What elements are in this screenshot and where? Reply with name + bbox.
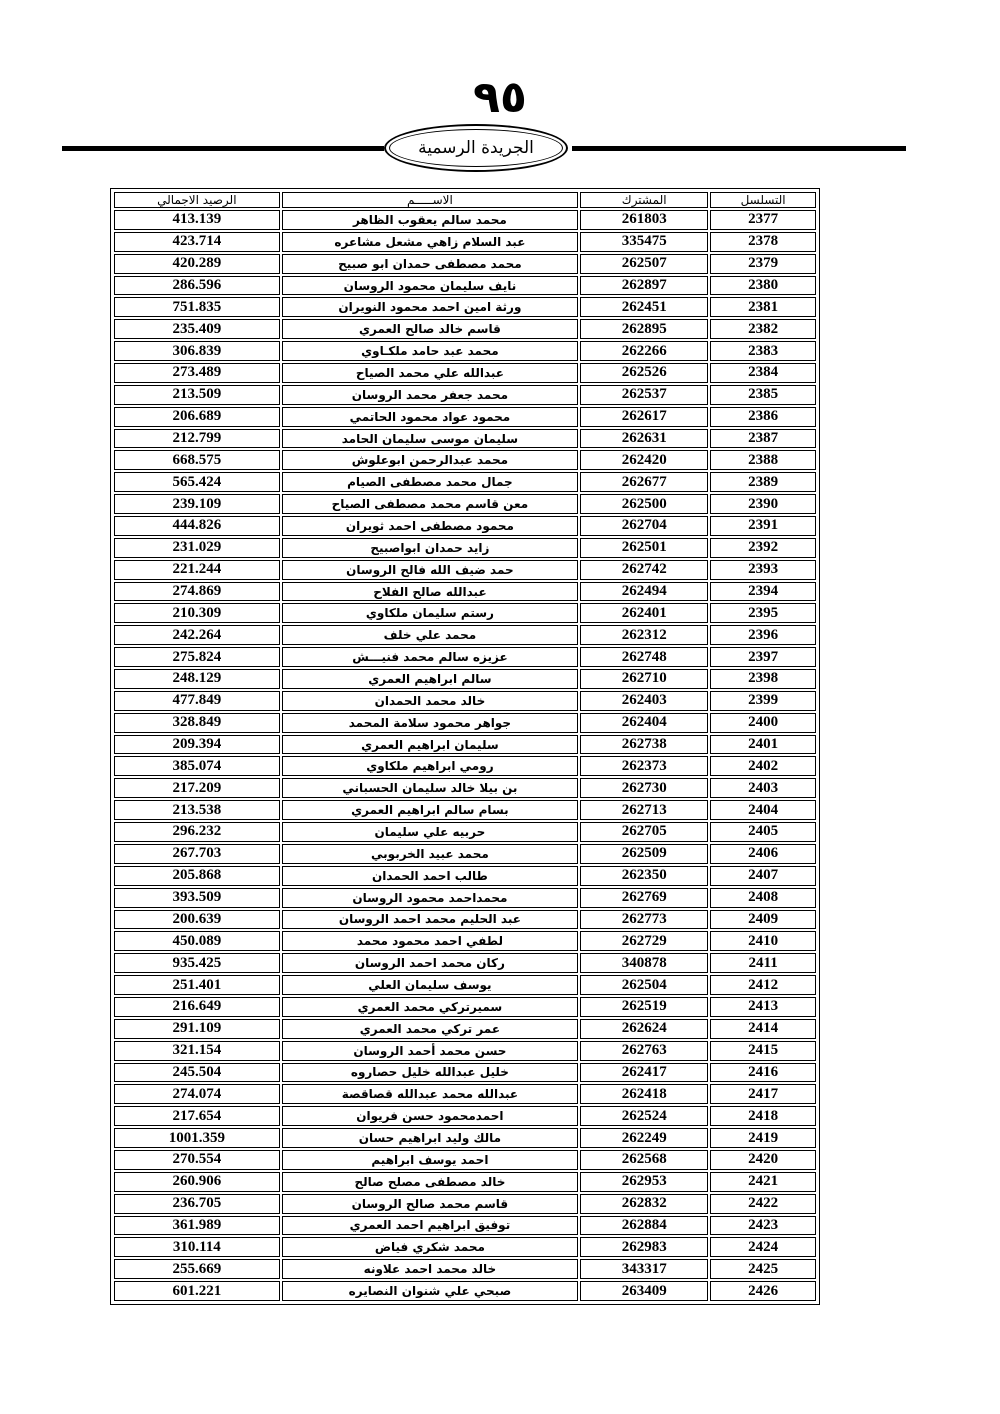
cell-subscriber: 262312 — [580, 625, 708, 645]
cell-name: محمد سالم يعقوب الظاهر — [282, 210, 578, 230]
table-row — [114, 1019, 816, 1039]
cell-balance: 217.654 — [114, 1106, 280, 1126]
table-row — [114, 341, 816, 361]
cell-subscriber: 262884 — [580, 1216, 708, 1236]
cell-balance: 275.824 — [114, 647, 280, 667]
table-row — [114, 1063, 816, 1083]
cell-subscriber: 262617 — [580, 407, 708, 427]
cell-subscriber: 262631 — [580, 429, 708, 449]
table-row — [114, 1194, 816, 1214]
cell-serial: 2382 — [710, 319, 816, 339]
cell-balance: 444.826 — [114, 516, 280, 536]
cell-subscriber: 343317 — [580, 1259, 708, 1279]
table-row — [114, 232, 816, 252]
cell-subscriber: 262677 — [580, 472, 708, 492]
cell-balance: 248.129 — [114, 669, 280, 689]
cell-subscriber: 262249 — [580, 1128, 708, 1148]
cell-name: خالد محمد الحمدان — [282, 691, 578, 711]
header-serial: التسلسل — [710, 192, 816, 208]
cell-serial: 2387 — [710, 429, 816, 449]
cell-subscriber: 262418 — [580, 1084, 708, 1104]
cell-balance: 245.504 — [114, 1063, 280, 1083]
cell-subscriber: 262895 — [580, 319, 708, 339]
cell-balance: 200.639 — [114, 910, 280, 930]
cell-serial: 2390 — [710, 494, 816, 514]
table-row — [114, 756, 816, 776]
cell-balance: 296.232 — [114, 822, 280, 842]
cell-name: احمد يوسف ابراهيم — [282, 1150, 578, 1170]
table-row — [114, 1259, 816, 1279]
cell-subscriber: 262568 — [580, 1150, 708, 1170]
table-row — [114, 1281, 816, 1301]
table-row — [114, 603, 816, 623]
cell-balance: 286.596 — [114, 276, 280, 296]
cell-subscriber: 262494 — [580, 582, 708, 602]
cell-name: سالم ابراهيم العمري — [282, 669, 578, 689]
cell-balance: 242.264 — [114, 625, 280, 645]
cell-name: حربيه علي سليمان — [282, 822, 578, 842]
table-row — [114, 560, 816, 580]
cell-balance: 668.575 — [114, 450, 280, 470]
cell-subscriber: 262403 — [580, 691, 708, 711]
cell-name: معن قاسم محمد مصطفى الصياح — [282, 494, 578, 514]
cell-serial: 2420 — [710, 1150, 816, 1170]
cell-serial: 2392 — [710, 538, 816, 558]
cell-balance: 251.401 — [114, 975, 280, 995]
table-row — [114, 844, 816, 864]
cell-balance: 420.289 — [114, 254, 280, 274]
cell-serial: 2379 — [710, 254, 816, 274]
cell-subscriber: 262729 — [580, 931, 708, 951]
cell-subscriber: 262983 — [580, 1237, 708, 1257]
cell-balance: 206.689 — [114, 407, 280, 427]
cell-name: ركان محمد احمد الروسان — [282, 953, 578, 973]
table-row — [114, 538, 816, 558]
cell-serial: 2425 — [710, 1259, 816, 1279]
records-table-frame — [110, 188, 820, 1305]
cell-name: جمال محمد مصطفى الصيام — [282, 472, 578, 492]
cell-balance: 306.839 — [114, 341, 280, 361]
table-row — [114, 582, 816, 602]
header-rule-right — [572, 146, 906, 151]
table-row — [114, 1237, 816, 1257]
cell-serial: 2402 — [710, 756, 816, 776]
table-header-row — [114, 192, 816, 208]
cell-balance: 274.074 — [114, 1084, 280, 1104]
cell-name: رومي ابراهيم ملكاوي — [282, 756, 578, 776]
cell-name: لطفي احمد محمود محمد — [282, 931, 578, 951]
cell-subscriber: 262526 — [580, 363, 708, 383]
table-row — [114, 931, 816, 951]
cell-name: بسام سالم ابراهيم العمري — [282, 800, 578, 820]
cell-balance: 291.109 — [114, 1019, 280, 1039]
cell-name: جواهر محمود سلامة المحمد — [282, 713, 578, 733]
cell-name: زايد حمدان ابواصبيح — [282, 538, 578, 558]
cell-serial: 2377 — [710, 210, 816, 230]
cell-name: محمد عبيد الخربوبي — [282, 844, 578, 864]
cell-serial: 2395 — [710, 603, 816, 623]
table-row — [114, 1172, 816, 1192]
table-row — [114, 1041, 816, 1061]
cell-balance: 213.509 — [114, 385, 280, 405]
cell-serial: 2391 — [710, 516, 816, 536]
header-balance: الرصيد الاجمالي — [114, 192, 280, 208]
table-row — [114, 625, 816, 645]
cell-name: سليمان ابراهيم العمري — [282, 735, 578, 755]
gazette-title: الجريدة الرسمية — [389, 129, 563, 167]
table-row — [114, 254, 816, 274]
cell-serial: 2426 — [710, 1281, 816, 1301]
cell-serial: 2422 — [710, 1194, 816, 1214]
cell-balance: 217.209 — [114, 778, 280, 798]
cell-subscriber: 262266 — [580, 341, 708, 361]
cell-subscriber: 262504 — [580, 975, 708, 995]
cell-balance: 413.139 — [114, 210, 280, 230]
cell-name: صبحي علي شنوان النصايره — [282, 1281, 578, 1301]
cell-balance: 213.538 — [114, 800, 280, 820]
cell-name: عبدالله صالح الفلاح — [282, 582, 578, 602]
cell-name: بن بيلا خالد سليمان الحسباني — [282, 778, 578, 798]
cell-serial: 2394 — [710, 582, 816, 602]
table-row — [114, 778, 816, 798]
cell-balance: 310.114 — [114, 1237, 280, 1257]
cell-balance: 260.906 — [114, 1172, 280, 1192]
cell-serial: 2406 — [710, 844, 816, 864]
cell-subscriber: 262730 — [580, 778, 708, 798]
cell-subscriber: 262738 — [580, 735, 708, 755]
cell-subscriber: 262373 — [580, 756, 708, 776]
cell-name: خليل عبدالله خليل حصاروه — [282, 1063, 578, 1083]
cell-serial: 2400 — [710, 713, 816, 733]
cell-subscriber: 262519 — [580, 997, 708, 1017]
cell-name: رستم سليمان ملكاوي — [282, 603, 578, 623]
cell-name: محمداحمد محمود الروسان — [282, 888, 578, 908]
records-table — [112, 190, 818, 1303]
cell-balance: 361.989 — [114, 1216, 280, 1236]
cell-name: محمد مصطفى حمدان ابو صبيح — [282, 254, 578, 274]
cell-subscriber: 262704 — [580, 516, 708, 536]
cell-name: خالد مصطفى مصلح صالح — [282, 1172, 578, 1192]
cell-name: عمر تركي محمد العمري — [282, 1019, 578, 1039]
cell-serial: 2421 — [710, 1172, 816, 1192]
cell-serial: 2412 — [710, 975, 816, 995]
cell-name: عزيزه سالم محمد فنيـــش — [282, 647, 578, 667]
header-subscriber: المشترك — [580, 192, 708, 208]
cell-serial: 2415 — [710, 1041, 816, 1061]
cell-subscriber: 262773 — [580, 910, 708, 930]
table-row — [114, 363, 816, 383]
table-row — [114, 647, 816, 667]
cell-subscriber: 262350 — [580, 866, 708, 886]
cell-balance: 477.849 — [114, 691, 280, 711]
cell-serial: 2423 — [710, 1216, 816, 1236]
cell-serial: 2411 — [710, 953, 816, 973]
cell-balance: 935.425 — [114, 953, 280, 973]
table-row — [114, 997, 816, 1017]
cell-subscriber: 262710 — [580, 669, 708, 689]
cell-balance: 236.705 — [114, 1194, 280, 1214]
cell-name: حسن محمد أحمد الروسان — [282, 1041, 578, 1061]
table-row — [114, 910, 816, 930]
table-row — [114, 407, 816, 427]
cell-name: طالب احمد الحمدان — [282, 866, 578, 886]
table-row — [114, 210, 816, 230]
cell-serial: 2393 — [710, 560, 816, 580]
table-row — [114, 1084, 816, 1104]
cell-name: نايف سليمان محمود الروسان — [282, 276, 578, 296]
cell-name: مالك وليد ابراهيم حسان — [282, 1128, 578, 1148]
cell-subscriber: 262953 — [580, 1172, 708, 1192]
cell-subscriber: 262742 — [580, 560, 708, 580]
header-name: الاســـــم — [282, 192, 578, 208]
table-row — [114, 822, 816, 842]
cell-name: عبد السلام زاهي مشعل مشاعره — [282, 232, 578, 252]
cell-serial: 2383 — [710, 341, 816, 361]
cell-subscriber: 261803 — [580, 210, 708, 230]
cell-serial: 2417 — [710, 1084, 816, 1104]
cell-name: توفيق ابراهيم احمد العمري — [282, 1216, 578, 1236]
cell-subscriber: 262624 — [580, 1019, 708, 1039]
cell-serial: 2380 — [710, 276, 816, 296]
table-row — [114, 429, 816, 449]
table-row — [114, 297, 816, 317]
cell-balance: 212.799 — [114, 429, 280, 449]
cell-subscriber: 262401 — [580, 603, 708, 623]
cell-name: عبد الحليم محمد احمد الروسان — [282, 910, 578, 930]
cell-name: محمد عبد حامد ملكـاوي — [282, 341, 578, 361]
cell-balance: 601.221 — [114, 1281, 280, 1301]
table-row — [114, 888, 816, 908]
cell-subscriber: 262897 — [580, 276, 708, 296]
cell-balance: 450.089 — [114, 931, 280, 951]
table-row — [114, 516, 816, 536]
cell-serial: 2398 — [710, 669, 816, 689]
cell-serial: 2384 — [710, 363, 816, 383]
cell-name: احمدمحمود حسن فريوان — [282, 1106, 578, 1126]
cell-subscriber: 340878 — [580, 953, 708, 973]
cell-name: قاسم محمد صالح الروسان — [282, 1194, 578, 1214]
cell-balance: 273.489 — [114, 363, 280, 383]
cell-serial: 2378 — [710, 232, 816, 252]
cell-balance: 209.394 — [114, 735, 280, 755]
table-row — [114, 975, 816, 995]
cell-subscriber: 262769 — [580, 888, 708, 908]
cell-balance: 385.074 — [114, 756, 280, 776]
cell-balance: 210.309 — [114, 603, 280, 623]
cell-balance: 221.244 — [114, 560, 280, 580]
cell-subscriber: 262404 — [580, 713, 708, 733]
table-row — [114, 800, 816, 820]
cell-serial: 2399 — [710, 691, 816, 711]
cell-serial: 2410 — [710, 931, 816, 951]
cell-subscriber: 262705 — [580, 822, 708, 842]
table-row — [114, 1216, 816, 1236]
cell-balance: 1001.359 — [114, 1128, 280, 1148]
table-row — [114, 494, 816, 514]
cell-serial: 2381 — [710, 297, 816, 317]
cell-balance: 393.509 — [114, 888, 280, 908]
cell-name: عبدالله محمد عبدالله قصاقصة — [282, 1084, 578, 1104]
table-row — [114, 1106, 816, 1126]
cell-subscriber: 262500 — [580, 494, 708, 514]
cell-balance: 239.109 — [114, 494, 280, 514]
cell-name: خالد محمد احمد علاونه — [282, 1259, 578, 1279]
cell-subscriber: 262417 — [580, 1063, 708, 1083]
cell-subscriber: 262451 — [580, 297, 708, 317]
cell-subscriber: 262420 — [580, 450, 708, 470]
table-row — [114, 1128, 816, 1148]
cell-name: محمد عبدالرحمن ابوعلوش — [282, 450, 578, 470]
cell-serial: 2418 — [710, 1106, 816, 1126]
cell-name: ورثة امين احمد محمود النويران — [282, 297, 578, 317]
cell-serial: 2424 — [710, 1237, 816, 1257]
cell-name: سليمان موسى سليمان الحامد — [282, 429, 578, 449]
cell-subscriber: 263409 — [580, 1281, 708, 1301]
cell-subscriber: 262713 — [580, 800, 708, 820]
cell-serial: 2408 — [710, 888, 816, 908]
cell-subscriber: 262748 — [580, 647, 708, 667]
cell-serial: 2416 — [710, 1063, 816, 1083]
table-row — [114, 953, 816, 973]
table-row — [114, 385, 816, 405]
cell-subscriber: 335475 — [580, 232, 708, 252]
cell-balance: 205.868 — [114, 866, 280, 886]
cell-balance: 321.154 — [114, 1041, 280, 1061]
cell-name: عبدالله علي محمد الصياح — [282, 363, 578, 383]
cell-name: سميرتركي محمد العمري — [282, 997, 578, 1017]
cell-subscriber: 262501 — [580, 538, 708, 558]
cell-subscriber: 262524 — [580, 1106, 708, 1126]
cell-subscriber: 262537 — [580, 385, 708, 405]
table-body — [114, 210, 816, 1301]
cell-name: حمد ضيف الله فالح الروسان — [282, 560, 578, 580]
cell-balance: 328.849 — [114, 713, 280, 733]
cell-serial: 2385 — [710, 385, 816, 405]
page-number: ٩٥ — [473, 72, 527, 123]
cell-balance: 751.835 — [114, 297, 280, 317]
cell-serial: 2388 — [710, 450, 816, 470]
table-row — [114, 691, 816, 711]
table-row — [114, 472, 816, 492]
cell-serial: 2404 — [710, 800, 816, 820]
cell-serial: 2419 — [710, 1128, 816, 1148]
cell-serial: 2413 — [710, 997, 816, 1017]
cell-serial: 2389 — [710, 472, 816, 492]
cell-subscriber: 262832 — [580, 1194, 708, 1214]
cell-balance: 423.714 — [114, 232, 280, 252]
cell-name: محمد علي خلف — [282, 625, 578, 645]
table-row — [114, 713, 816, 733]
cell-serial: 2409 — [710, 910, 816, 930]
cell-balance: 216.649 — [114, 997, 280, 1017]
cell-balance: 235.409 — [114, 319, 280, 339]
cell-serial: 2396 — [710, 625, 816, 645]
table-row — [114, 669, 816, 689]
cell-serial: 2401 — [710, 735, 816, 755]
cell-name: محمد شكري فياض — [282, 1237, 578, 1257]
cell-balance: 565.424 — [114, 472, 280, 492]
cell-name: محمود عواد محمود الحاتمي — [282, 407, 578, 427]
cell-name: محمد جعفر محمد الروسان — [282, 385, 578, 405]
table-row — [114, 735, 816, 755]
cell-balance: 255.669 — [114, 1259, 280, 1279]
cell-balance: 270.554 — [114, 1150, 280, 1170]
cell-serial: 2397 — [710, 647, 816, 667]
cell-name: قاسم خالد صالح العمري — [282, 319, 578, 339]
table-row — [114, 1150, 816, 1170]
cell-subscriber: 262507 — [580, 254, 708, 274]
cell-balance: 267.703 — [114, 844, 280, 864]
cell-serial: 2407 — [710, 866, 816, 886]
table-row — [114, 319, 816, 339]
cell-name: محمود مصطفى احمد ثويران — [282, 516, 578, 536]
cell-serial: 2386 — [710, 407, 816, 427]
cell-subscriber: 262763 — [580, 1041, 708, 1061]
header-rule-left — [62, 146, 384, 151]
cell-subscriber: 262509 — [580, 844, 708, 864]
cell-name: يوسف سليمان العلي — [282, 975, 578, 995]
table-row — [114, 450, 816, 470]
cell-serial: 2414 — [710, 1019, 816, 1039]
gazette-title-oval — [384, 124, 568, 172]
table-row — [114, 276, 816, 296]
cell-serial: 2405 — [710, 822, 816, 842]
table-row — [114, 866, 816, 886]
cell-balance: 231.029 — [114, 538, 280, 558]
cell-serial: 2403 — [710, 778, 816, 798]
cell-balance: 274.869 — [114, 582, 280, 602]
